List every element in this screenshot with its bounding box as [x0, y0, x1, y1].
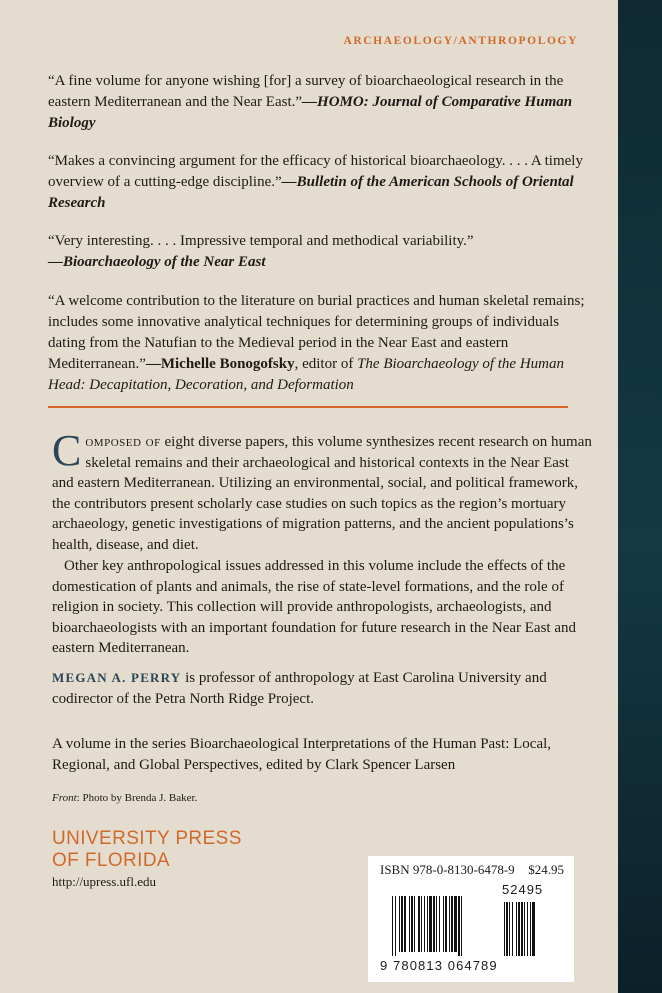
review-source-name: —Michelle Bonogofsky [145, 356, 295, 372]
barcode-bar [449, 896, 450, 952]
publisher-logo [52, 828, 242, 872]
barcode-bar [424, 896, 425, 952]
publisher-line-2: OF FLORIDA [52, 850, 171, 871]
addon-bar [527, 902, 528, 956]
review-source: —Bulletin of the American Schools of Oriental Research [48, 174, 574, 211]
addon-bar [506, 902, 508, 956]
barcode-bar [418, 896, 420, 952]
barcode-bar [429, 896, 432, 952]
barcode-bar [401, 896, 403, 952]
barcode-bar [421, 896, 422, 952]
barcode-bar [443, 896, 444, 952]
barcode-bar [439, 896, 440, 952]
description-lead: omposed of [85, 434, 161, 450]
review-source: —HOMO: Journal of Comparative Human Biology [48, 94, 573, 131]
barcode-bar [433, 896, 435, 952]
barcode-bar [451, 896, 453, 952]
dropcap-letter: C [52, 426, 82, 475]
photo-credit [52, 792, 197, 804]
review-quote: “A welcome contribution to the literature on burial practices and human skeletal remains; includes some innovative analytical techniques for determining groups of individuals dating from the Natufian to the Medieval period in the Near East and eastern Mediterranean.” [48, 293, 585, 372]
price-label: $24.95 [528, 862, 564, 877]
barcode-bar [461, 896, 462, 956]
author-name: MEGAN A. PERRY [52, 670, 182, 685]
barcode-bar [454, 896, 457, 952]
ean-number: 9 780813 064789 [380, 958, 498, 973]
barcode-bar [395, 896, 396, 956]
addon-bar [524, 902, 525, 956]
review-source-title: The Bioarchaeology of the Human Head: Decapitation, Decoration, and Deformation [48, 356, 565, 393]
addon-bar [518, 902, 520, 956]
barcode-bar [399, 896, 400, 952]
addon-bar [504, 902, 505, 956]
addon-bar [521, 902, 523, 956]
category-label: ARCHAEOLOGY/ANTHROPOLOGY [343, 35, 578, 47]
review-quote: “Very interesting. . . . Impressive temporal and methodical variability.” [48, 233, 474, 249]
barcode-bar [409, 896, 410, 952]
photo-credit-label: Front [52, 792, 77, 804]
review-1 [48, 71, 588, 134]
barcode-panel [368, 856, 574, 982]
author-bio-text: is professor of anthropology at East Carolina University and codirector of the Petra North Ridge Project. [52, 670, 547, 707]
review-source-rest: , editor of [294, 356, 358, 372]
description-text: eight diverse papers, this volume synthesizes recent research on human skeletal remains and their archaeological and historical contexts in the Near East and eastern Mediterranean. Utilizing an environmental, social, and political framework, the contributors present scholarly case studies on such topics as the region’s mortuary archaeology, genetic investigations of migration patterns, and the ancient populations’s health, disease, and diet. [52, 434, 592, 553]
isbn-label: ISBN 978-0-8130-6478-9 [380, 862, 515, 877]
publisher-line-1: UNIVERSITY PRESS [52, 828, 242, 849]
addon-bar [509, 902, 510, 956]
section-divider [48, 406, 568, 408]
author-bio [52, 668, 592, 709]
review-quote: “A fine volume for anyone wishing [for] a survey of bioarchaeological research in the eastern Mediterranean and the Near East.” [48, 73, 564, 110]
review-3 [48, 231, 588, 273]
addon-bar [530, 902, 531, 956]
addon-bar [512, 902, 513, 956]
barcode-bar [445, 896, 447, 952]
barcode-bar [458, 896, 460, 956]
publisher-url: http://upress.ufl.edu [52, 874, 156, 889]
barcode-bar [404, 896, 406, 952]
photo-credit-text: : Photo by Brenda J. Baker. [76, 792, 198, 804]
series-note: A volume in the series Bioarchaeological Interpretations of the Human Past: Local, Regional, and Global Perspectives, edited by Clark Spencer Larsen [52, 736, 552, 773]
barcode-bar [411, 896, 413, 952]
spine-edge [618, 0, 662, 993]
barcode-bar [392, 896, 393, 956]
review-4 [48, 291, 588, 396]
barcode-bar [436, 896, 437, 952]
addon-bar [532, 902, 535, 956]
barcode-bar [427, 896, 428, 952]
review-quote: “Makes a convincing argument for the efficacy of historical bioarchaeology. . . . A timely overview of a cutting-edge discipline.” [48, 153, 583, 190]
addon-number: 52495 [502, 882, 544, 897]
review-2 [48, 151, 588, 214]
barcode-bar [414, 896, 415, 952]
description-paragraph-1 [52, 426, 592, 556]
addon-bar [516, 902, 517, 956]
description-paragraph-2: Other key anthropological issues addressed in this volume include the effects of the domestication of plants and animals, the rise of state-level formations, and the role of religion in society. This collection will provide anthropologists, archaeologists, and bioarchaeologists with an important foundation for future research in the Near East and eastern Mediterranean. [52, 558, 576, 657]
review-source: —Bioarchaeology of the Near East [48, 254, 266, 270]
